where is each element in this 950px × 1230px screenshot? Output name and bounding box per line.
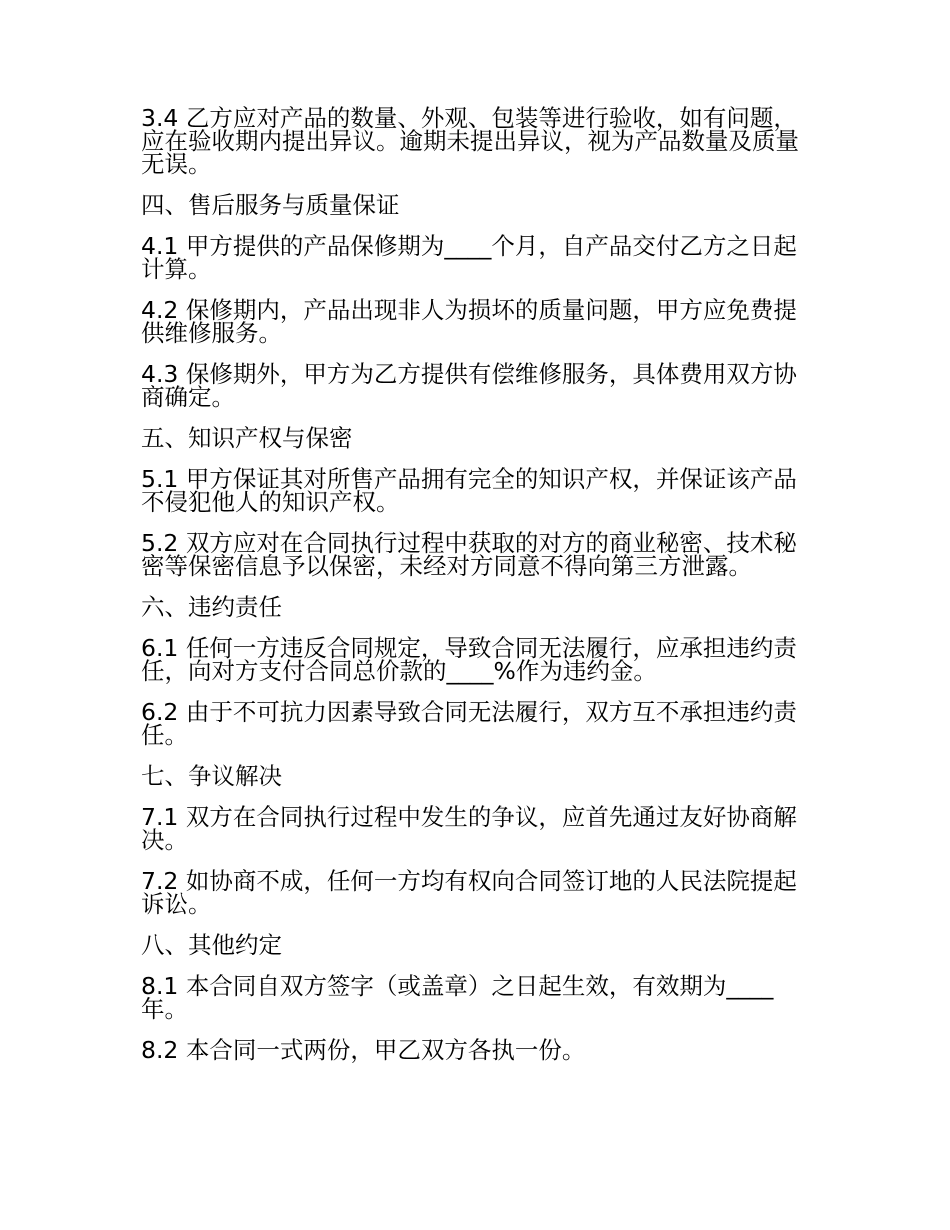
section-heading-4: 四、售后服务与质量保证 xyxy=(141,191,400,219)
document-page xyxy=(141,104,813,1080)
clause-7-1: 7.1 双方在合同执行过程中发生的争议，应首先通过友好协商解决。 xyxy=(141,803,797,854)
clause-7-2: 7.2 如协商不成，任何一方均有权向合同签订地的人民法院提起诉讼。 xyxy=(141,867,797,918)
clause-4-3: 4.3 保修期外，甲方为乙方提供有偿维修服务，具体费用双方协商确定。 xyxy=(141,360,797,411)
clause-4-2: 4.2 保修期内，产品出现非人为损坏的质量问题，甲方应免费提供维修服务。 xyxy=(141,296,797,347)
section-heading-6: 六、违约责任 xyxy=(141,593,282,621)
clause-6-2: 6.2 由于不可抗力因素导致合同无法履行，双方互不承担违约责任。 xyxy=(141,698,797,749)
clause-5-1: 5.1 甲方保证其对所售产品拥有完全的知识产权，并保证该产品不侵犯他人的知识产权。 xyxy=(141,465,797,516)
section-heading-8: 八、其他约定 xyxy=(141,931,282,959)
clause-6-1: 6.1 任何一方违反合同规定，导致合同无法履行，应承担违约责任，向对方支付合同总价款的____%作为违约金。 xyxy=(141,634,797,685)
clause-8-1: 8.1 本合同自双方签字（或盖章）之日起生效，有效期为____年。 xyxy=(141,972,774,1023)
clause-4-1: 4.1 甲方提供的产品保修期为____个月，自产品交付乙方之日起计算。 xyxy=(141,232,797,283)
section-heading-5: 五、知识产权与保密 xyxy=(141,424,353,452)
clause-8-2: 8.2 本合同一式两份，甲乙双方各执一份。 xyxy=(141,1036,586,1064)
clause-3-4: 3.4 乙方应对产品的数量、外观、包装等进行验收，如有问题，应在验收期内提出异议。逾期未提出异议，视为产品数量及质量无误。 xyxy=(141,104,799,178)
clause-5-2: 5.2 双方应对在合同执行过程中获取的对方的商业秘密、技术秘密等保密信息予以保密，未经对方同意不得向第三方泄露。 xyxy=(141,529,797,580)
section-heading-7: 七、争议解决 xyxy=(141,762,282,790)
